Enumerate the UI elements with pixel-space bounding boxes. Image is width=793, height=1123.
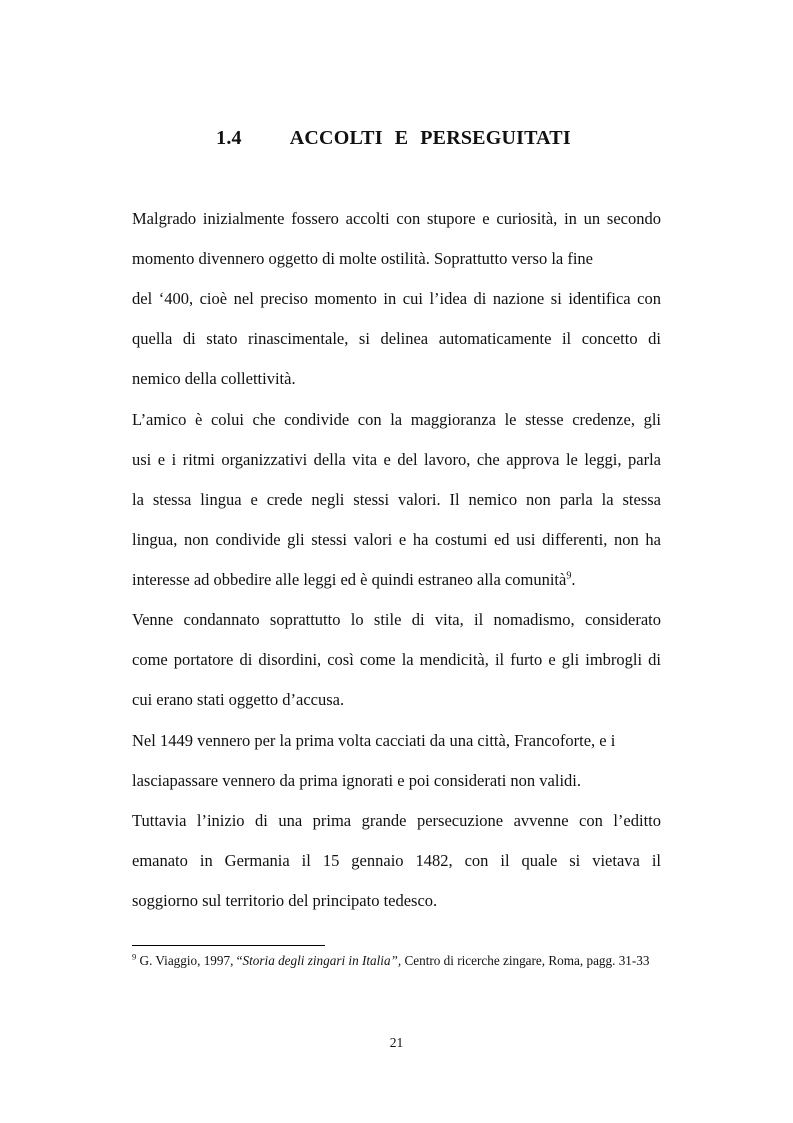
- text-line: usi e i ritmi organizzativi della vita e del lavoro, che approva le leggi, parla: [132, 450, 661, 469]
- text-line: emanato in Germania il 15 gennaio 1482, con il quale si vietava il: [132, 851, 661, 870]
- text-line: soggiorno sul territorio del principato tedesco.: [132, 891, 438, 910]
- text-line: come portatore di disordini, così come la mendicità, il furto e gli imbrogli di: [132, 650, 661, 669]
- text-line: Nel 1449 vennero per la prima volta cacciati da una città, Francoforte, e i: [132, 731, 616, 750]
- text-line: quella di stato rinascimentale, si delinea automaticamente il concetto di: [132, 329, 661, 348]
- footnote-divider: [132, 945, 325, 946]
- text-line: Tuttavia l’inizio di una prima grande persecuzione avvenne con l’editto: [132, 811, 661, 830]
- footnote-text-after: Centro di ricerche zingare, Roma, pagg. 31-33: [401, 953, 650, 968]
- footnote-title: Storia degli zingari in Italia”,: [242, 953, 402, 968]
- footnote-number: 9: [132, 951, 137, 962]
- text-line: Malgrado inizialmente fossero accolti con stupore e curiosità, in un secondo: [132, 209, 661, 228]
- text-line: la stessa lingua e crede negli stessi valori. Il nemico non parla la stessa: [132, 490, 661, 509]
- section-heading: [0, 127, 793, 150]
- text-line: del ‘400, cioè nel preciso momento in cui l’idea di nazione si identifica con: [132, 289, 661, 308]
- text-line: interesse ad obbedire alle leggi ed è quindi estraneo alla comunità$^9$.: [132, 570, 576, 589]
- footnote-reference[interactable]: 9: [566, 570, 572, 582]
- text-line: Venne condannato soprattutto lo stile di vita, il nomadismo, considerato: [132, 610, 661, 629]
- footnote-text-before: G. Viaggio, 1997, “: [136, 953, 243, 968]
- text-line: nemico della collettività.: [132, 369, 296, 388]
- footnote: [132, 952, 661, 970]
- section-number: 1.4: [216, 127, 242, 149]
- page-number: 21: [389, 1035, 404, 1050]
- heading-word: E: [394, 127, 409, 149]
- text-line: lingua, non condivide gli stessi valori e ha costumi ed usi differenti, non ha: [132, 530, 661, 549]
- text-line: lasciapassare vennero da prima ignorati e poi considerati non validi.: [132, 771, 582, 790]
- text-line: L’amico è colui che condivide con la maggioranza le stesse credenze, gli: [132, 410, 661, 429]
- text-line: momento divennero oggetto di molte ostilità. Soprattutto verso la fine: [132, 249, 594, 268]
- heading-word: PERSEGUITATI: [420, 127, 571, 149]
- heading-word: ACCOLTI: [289, 127, 383, 149]
- text-line: cui erano stati oggetto d’accusa.: [132, 690, 345, 709]
